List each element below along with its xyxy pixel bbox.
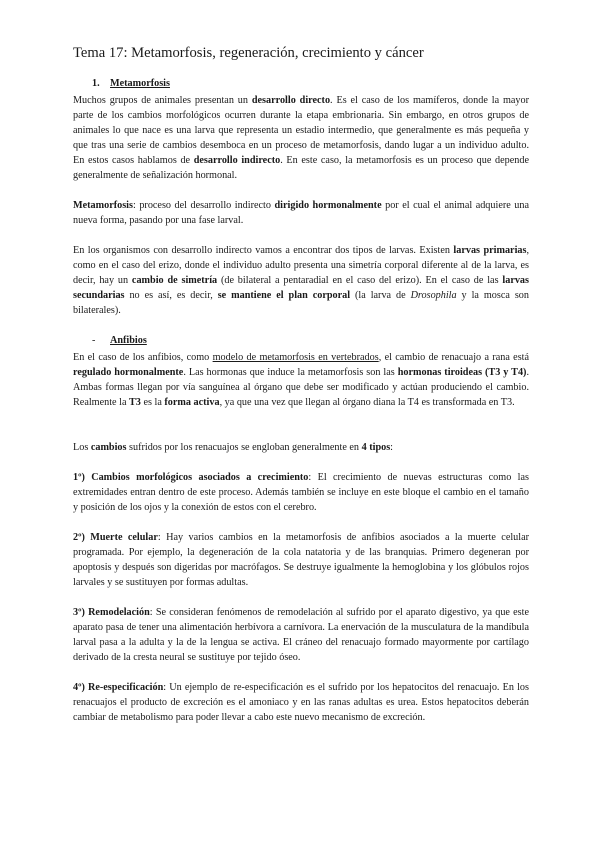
text-run: y la mosca son bilaterales). bbox=[73, 290, 529, 316]
bold-term: Metamorfosis bbox=[73, 200, 133, 211]
text-run: . Es el caso de los mamíferos, donde la mayor parte de los cambios morfológicos ocurren durante la etapa embrionaria. Sin embargo, en otros grupos de animales lo que nace es una larva que representa un estadio intermedio, que generalmente es más pequeña y que tras una serie de cambios desemboca en un proceso de metamorfosis, dando lugar a un individuo adulto. En estos casos hablamos de bbox=[73, 95, 529, 166]
text-run: En el caso de los anfibios, como bbox=[73, 352, 213, 363]
paragraph-cambios-morfologicos bbox=[73, 470, 529, 515]
bold-term: larvas primarias bbox=[453, 245, 527, 256]
text-run: En los organismos con desarrollo indirecto vamos a encontrar dos tipos de larvas. Existen bbox=[73, 245, 454, 256]
bold-term: desarrollo indirecto bbox=[193, 155, 281, 166]
bold-term: 1º) Cambios morfológicos asociados a crecimiento bbox=[73, 472, 309, 483]
text-run: : proceso del desarrollo indirecto bbox=[132, 200, 275, 211]
bold-term: cambios bbox=[90, 442, 127, 453]
text-run: es la bbox=[140, 397, 165, 408]
text-run: , el cambio de renacuajo a rana está bbox=[378, 352, 530, 363]
italic-term: Drosophila bbox=[410, 290, 457, 301]
bold-term: dirigido hormonalmente bbox=[274, 200, 382, 211]
paragraph-re-especificacion bbox=[73, 680, 529, 725]
underlined-term: modelo de metamorfosis en vertebrados bbox=[212, 352, 379, 363]
bold-term: forma activa bbox=[164, 397, 220, 408]
text-run: por el cual el animal adquiere una nueva forma, pasando por una fase larval. bbox=[73, 200, 529, 226]
text-run: : Hay varios cambios en la metamorfosis de anfibios asociados a la muerte celular programada. Por ejemplo, la degeneración de la cola natatoria y de las branquias. Primero degeneran por apoptosis y después son digeridas por macrófagos. Se destruye igualmente la hemoglobina y los glóbulos rojos larvales y se sustituyen por formas adultas. bbox=[73, 532, 530, 588]
bold-term: 4º) Re-especificación bbox=[73, 682, 164, 693]
text-run: : Un ejemplo de re-especificación es el sufrido por los hepatocitos del renacuajo. En los renacuajos el producto de excreción es el amoniaco y en las ranas adultas es urea. Estos hepatocitos deberán cambiar de metabolismo para poder llevar a cabo este nuevo mecanismo de excreción. bbox=[73, 682, 529, 723]
paragraph-tipos-larvas bbox=[73, 243, 529, 318]
list-marker: - bbox=[92, 335, 96, 346]
text-run: . Ambas formas llegan por vía sanguínea al órgano que debe ser modificado y actúan produciendo el cambio. Realmente la bbox=[73, 367, 529, 408]
section-heading-metamorfosis bbox=[92, 76, 170, 91]
paragraph-remodelacion bbox=[73, 605, 529, 665]
paragraph-anfibios bbox=[73, 350, 529, 410]
paragraph-cambios bbox=[73, 440, 529, 455]
bold-term: 3º) Remodelación bbox=[73, 607, 150, 618]
bold-term: larvas secundarias bbox=[73, 275, 529, 301]
text-run: sufridos por los renacuajos se engloban generalmente en bbox=[126, 442, 362, 453]
section-label: Anfibios bbox=[110, 335, 147, 346]
bold-term: se mantiene el plan corporal bbox=[217, 290, 351, 301]
paragraph-definicion-metamorfosis bbox=[73, 198, 529, 228]
text-run: (la larva de bbox=[350, 290, 411, 301]
text-run: : bbox=[390, 442, 394, 453]
text-run: , ya que una vez que llegan al órgano diana la T4 es transformada en T3. bbox=[219, 397, 515, 408]
text-run: . Las hormonas que induce la metamorfosis son las bbox=[183, 367, 398, 378]
bold-term: hormonas tiroideas (T3 y T4) bbox=[397, 367, 527, 378]
bold-term: desarrollo directo bbox=[251, 95, 331, 106]
bold-term: regulado hormonalmente bbox=[73, 367, 184, 378]
text-run: , como en el caso del erizo, donde el individuo adulto presenta una simetría corporal diferente al de la larva, es decir, hay un bbox=[73, 245, 529, 286]
text-run: : El crecimiento de nuevas estructuras como las extremidades entran dentro de este proceso. Además también se incluye en este bloque el cambio en el tamaño y posición de los ojos y la conexión de estos con el cerebro. bbox=[73, 472, 529, 513]
section-number: 1. bbox=[92, 78, 100, 89]
text-run: no es así, es decir, bbox=[124, 290, 218, 301]
paragraph-desarrollo bbox=[73, 93, 529, 183]
bold-term: cambio de simetría bbox=[131, 275, 218, 286]
paragraph-muerte-celular bbox=[73, 530, 529, 590]
bold-term: 4 tipos bbox=[361, 442, 391, 453]
text-run: (de bilateral a pentaradial en el caso del erizo). En el caso de las bbox=[217, 275, 503, 286]
text-run: Muchos grupos de animales presentan un bbox=[73, 95, 252, 106]
bold-term: 2º) Muerte celular bbox=[73, 532, 158, 543]
section-label: Metamorfosis bbox=[110, 78, 170, 89]
text-run: Los bbox=[73, 442, 91, 453]
text-run: . En este caso, la metamorfosis es un proceso que depende generalmente de señalización hormonal. bbox=[73, 155, 529, 181]
bold-term: T3 bbox=[129, 397, 141, 408]
document-title: Tema 17: Metamorfosis, regeneración, crecimiento y cáncer bbox=[73, 45, 424, 61]
section-heading-anfibios bbox=[92, 333, 147, 348]
text-run: : Se consideran fenómenos de remodelación al sufrido por el aparato digestivo, ya que este aparato pasa de tener una alimentación herbívora a carnívora. La enervación de la musculatura de la mandíbula larval pasa a la adulta y la de la lengua se activa. El cráneo del renacuajo formado mayormente por cartílago derivado de la cresta neural se sustituye por tejido óseo. bbox=[73, 607, 529, 663]
